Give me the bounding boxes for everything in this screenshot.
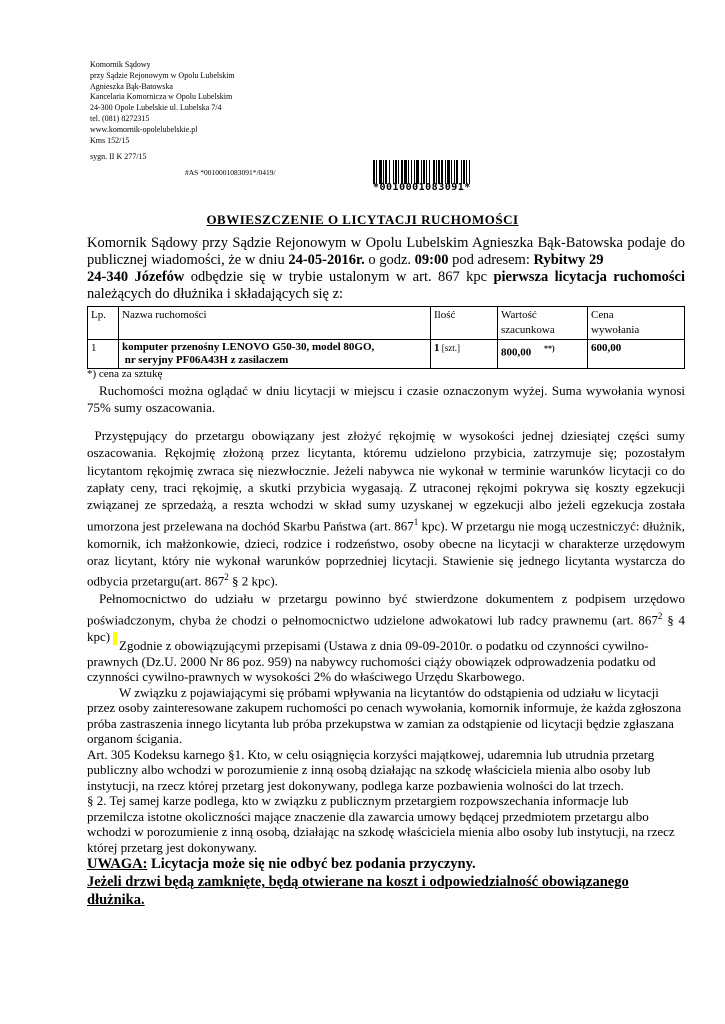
barcode-bar [414, 160, 415, 184]
barcode-bar [466, 160, 467, 184]
barcode-bar [433, 160, 435, 184]
auction-date: 24-05-2016r. [288, 252, 365, 268]
header-line: Kancelaria Komornicza w Opolu Lubelskim [90, 92, 233, 102]
barcode-bar [438, 160, 440, 184]
header-line: 24-300 Opole Lubelskie ul. Lubelska 7/4 [90, 103, 222, 113]
intro-text: o godz. [364, 252, 415, 268]
legal-section [87, 638, 685, 909]
warning-line-1 [87, 855, 685, 873]
barcode-bar [461, 160, 462, 184]
barcode-bar [376, 160, 377, 184]
deposit-text-3: § 2 kpc). [228, 573, 278, 589]
col-header-name: Nazwa ruchomości [119, 307, 431, 340]
col-header-price-1: Cena [591, 309, 614, 321]
header-line: www.komornik-opolelubelskie.pl [90, 124, 198, 134]
barcode-bar [383, 160, 384, 184]
tax-paragraph: Zgodnie z obowiązującymi przepisami (Ustawa z dnia 09-09-2010r. o podatku od czynności cywilno-prawnych (Dz.U. 2000 Nr 86 poz. 959) na nabywcy ruchomości ciąży obowiązek odprowadzenia podatku od czynności cywilno-prawnych w wysokości 2% do właściwego Urzędu Skarbowego. [87, 638, 656, 684]
col-header-value-1: Wartość [501, 309, 537, 321]
cell-lp: 1 [88, 340, 119, 369]
document-title: OBWIESZCZENIE O LICYTACJI RUCHOMOŚCI [206, 212, 519, 227]
proxy-text-1: Pełnomocnictwo do udziału w przetargu powinno być stwierdzone dokumentem z podpisem urzędowo poświadczonym, chyba że chodzi o pełnomocnictwo udzielone adwokatowi lub radcy prawnemu (art. 867 [87, 591, 685, 627]
deposit-text-1: Przystępujący do przetargu obowiązany jest złożyć rękojmię w wysokości jednej dziesiątej części sumy oszacowania. Rękojmię złożoną przez licytanta, któremu udzielono przybicia, zatrzymuje się; pozostałym licytantom rękojmię zwraca się niezwłocznie. Jeżeli nabywca nie wykonał w terminie warunków licytacji co do zapłaty ceny, traci rękojmię, a skutki przybicia wygasają. Z utraconej rękojmi pokrywa się koszty egzekucji związanej ze sprzedażą, a reszta wchodzi w skład sumy uzyskanej w egzekucji albo jeżeli egzekucja została umorzona jest przelewana na dochód Skarbu Państwa (art. 867 [87, 427, 686, 534]
auction-type: pierwsza licytacja ruchomości [493, 269, 685, 285]
cell-name-1: komputer przenośny LENOVO G50-30, model 80GO, [122, 341, 375, 353]
terms-section [87, 382, 685, 646]
barcode-text: *0010001083091* [373, 182, 471, 193]
auction-address-2: 24-340 Józefów [87, 269, 185, 285]
superscript: 2 [224, 572, 229, 583]
penal-code-paragraph-2: § 2. Tej samej karze podlega, kto w związku z publicznym przetargiem rozpowszechania informacje lub przemilcza istotne okoliczności mające znaczenie dla zawarcia umowy będącej przedmiotem przetargu albo wchodzi w porozumienie z inną osobą, działając na szkodę właściciela mienia albo osoby lub instytucji, na rzecz której przetarg jest dokonywany. [87, 793, 675, 855]
barcode-bar [456, 160, 458, 184]
col-header-value [498, 307, 588, 340]
cell-value [498, 340, 588, 369]
barcode-bar [385, 160, 387, 184]
proxy-text-2: § 4 kpc) [87, 611, 686, 645]
barcode-bar [389, 160, 390, 184]
barcode-bar [429, 160, 430, 184]
header-line: tel. (081) 8272315 [90, 113, 150, 123]
auction-time: 09:00 [414, 252, 449, 268]
col-header-lp: Lp. [88, 307, 119, 340]
superscript: 2 [657, 610, 663, 621]
cell-qty [431, 340, 498, 369]
barcode-bar [398, 160, 399, 184]
col-header-price [588, 307, 685, 340]
intro-text: Komornik Sądowy przy Sądzie Rejonowym w Opolu Lubelskim Agnieszka Bąk-Batowska podaje do publicznej wiadomości, że w dniu [87, 235, 685, 268]
col-header-value-2: szacunkowa [501, 324, 555, 336]
cell-name [119, 340, 431, 369]
table-header-row [88, 307, 685, 340]
bailiff-header [90, 60, 235, 146]
table-footnote: *) cena za sztukę [87, 368, 163, 380]
barcode-bar [373, 160, 375, 184]
warning-label: UWAGA: [87, 856, 148, 872]
header-line: Kms 152/15 [90, 135, 130, 145]
header-line: Komornik Sądowy [90, 60, 151, 69]
cell-qty-unit: [szt.] [439, 343, 460, 353]
superscript: 1 [413, 516, 419, 527]
barcode-bar [411, 160, 412, 184]
cell-value-note: **) [544, 344, 555, 353]
barcode-bar [395, 160, 397, 184]
col-header-price-2: wywołania [591, 324, 640, 336]
barcode-bar [451, 160, 452, 184]
barcode-bar [445, 160, 446, 184]
cell-price-amount: 600,00 [591, 342, 622, 354]
intimidation-paragraph: W związku z pojawiającymi się próbami wpływania na licytantów do odstąpienia od udziału w licytacji przez osoby zainteresowane zakupem ruchomości po cenach wywołania, komornik informuje, że każda zgłoszona próba zastraszenia innego licytanta lub próba przekupstwa w zamian za odstąpienie od licytacji będzie zgłaszana organom ścigania. [87, 684, 682, 746]
intro-text: odbędzie się w trybie ustalonym w art. 867 kpc [184, 269, 494, 285]
barcode-bar [404, 160, 407, 184]
barcode-bar [454, 160, 455, 184]
header-line: Agnieszka Bąk-Batowska [90, 81, 173, 91]
barcode-bar [379, 160, 382, 184]
intro-text: należących do dłużnika i składających się z: [87, 286, 344, 302]
deposit-text-2: kpc). W przetargu nie mogą uczestniczyć: dłużnik, komornik, ich małżonkowie, dzieci, rodzice i rodzeństwo, osoby obecne na licytacji w charakterze urzędowym oraz licytant, który nie wykonał warunków poprzedniej licytacji. Stawienie się jednego licytanta wystarcza do odbycia przetargu(art. 867 [87, 518, 685, 589]
col-header-qty: Ilość [431, 307, 498, 340]
barcode-bar [469, 160, 470, 184]
items-table [87, 306, 685, 369]
warning-text: Licytacja może się nie odbyć bez podania przyczyny. [147, 856, 476, 872]
cell-value-amount: 800,00 [501, 346, 532, 359]
intro-paragraph [87, 235, 685, 303]
barcode-bar [447, 160, 450, 184]
deposit-paragraph [87, 427, 685, 590]
barcode [373, 160, 501, 194]
auction-address-1: Rybitwy 29 [533, 252, 604, 268]
as-code: #AS *0010001083091*/0419/ [185, 168, 276, 177]
barcode-bar [408, 160, 409, 184]
barcode-bars [373, 160, 501, 184]
barcode-bar [441, 160, 443, 184]
penal-code-paragraph: Art. 305 Kodeksu karnego §1. Kto, w celu osiągnięcia korzyści majątkowej, udaremnia lub utrudnia przetarg publiczny albo wchodzi w porozumienie z inną osobą działając na szkodę właściciela mienia albo osoby lub instytucji, na rzecz której przetarg jest dokonywany, podlega karze pozbawienia wolności do lat trzech. [87, 746, 655, 793]
header-line: przy Sądzie Rejonowym w Opolu Lubelskim [90, 70, 235, 80]
barcode-bar [401, 160, 403, 184]
barcode-bar [421, 160, 422, 184]
cell-name-2: nr seryjny PF06A43H z zasilaczem [122, 354, 289, 366]
barcode-bar [416, 160, 419, 184]
table-row [88, 340, 685, 369]
cell-qty-value: 1 [434, 342, 440, 354]
barcode-bar [426, 160, 427, 184]
barcode-bar [393, 160, 394, 184]
barcode-bar [463, 160, 465, 184]
barcode-bar [423, 160, 425, 184]
case-signature: sygn. II K 277/15 [90, 152, 147, 161]
barcode-bar [436, 160, 437, 184]
warning-line-2: Jeżeli drzwi będą zamknięte, będą otwierane na koszt i odpowiedzialność obowiązanego dłużnika. [87, 874, 629, 908]
warning-section [87, 855, 685, 909]
viewing-paragraph: Ruchomości można oglądać w dniu licytacji w miejscu i czasie oznaczonym wyżej. Suma wywołania wynosi 75% sumy oszacowania. [87, 383, 685, 416]
cell-price [588, 340, 685, 369]
intro-text: pod adresem: [448, 252, 534, 268]
